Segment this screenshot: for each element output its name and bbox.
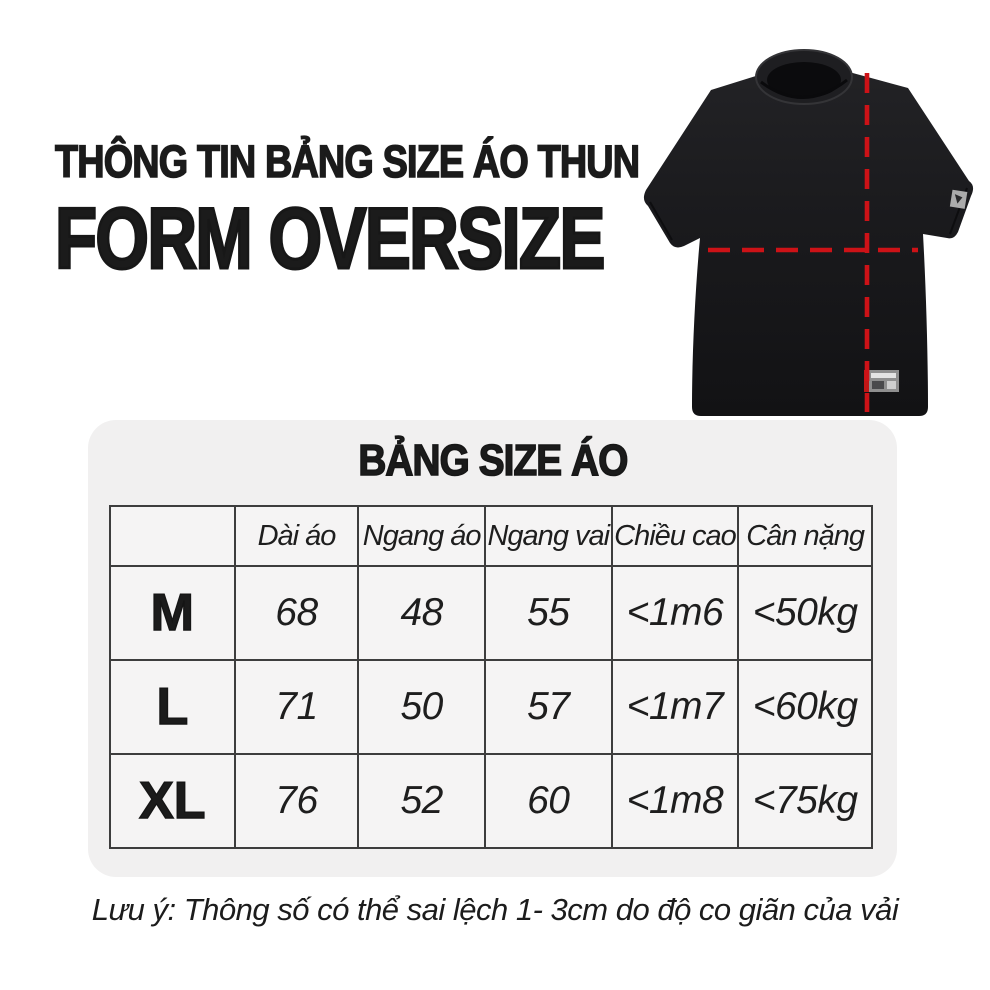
size-table (109, 505, 873, 849)
size-label: XL (110, 754, 235, 848)
size-value: <1m7 (612, 660, 739, 754)
header (55, 132, 675, 287)
size-value: 68 (235, 566, 359, 660)
size-value: <75kg (738, 754, 872, 848)
size-value: 76 (235, 754, 359, 848)
column-header-ngang-ao: Ngang áo (358, 506, 485, 566)
sleeve-tag (950, 190, 967, 209)
column-header-ngang-vai: Ngang vai (485, 506, 612, 566)
tshirt-body (644, 60, 973, 416)
column-header-chieu-cao: Chiều cao (612, 506, 739, 566)
size-panel (88, 420, 897, 877)
size-label: L (110, 660, 235, 754)
disclaimer-note: Lưu ý: Thông số có thể sai lệch 1- 3cm do độ co giãn của vải (91, 892, 899, 927)
column-header-can-nang: Cân nặng (738, 506, 872, 566)
size-value: <1m6 (612, 566, 739, 660)
table-row-xl (110, 754, 872, 848)
header-subtitle: THÔNG TIN BẢNG SIZE ÁO THUN (55, 136, 640, 187)
column-header-blank (110, 506, 235, 566)
table-row-m (110, 566, 872, 660)
table-row-l (110, 660, 872, 754)
size-value: <60kg (738, 660, 872, 754)
header-title: FORM OVERSIZE (55, 191, 604, 287)
size-value: 48 (358, 566, 485, 660)
size-value: 50 (358, 660, 485, 754)
size-value: 57 (485, 660, 612, 754)
size-value: <1m8 (612, 754, 739, 848)
size-label: M (110, 566, 235, 660)
tshirt-illustration (630, 30, 985, 425)
table-header-row (110, 506, 872, 566)
size-value: 60 (485, 754, 612, 848)
size-table-title: BẢNG SIZE ÁO (357, 436, 628, 485)
size-value: <50kg (738, 566, 872, 660)
column-header-dai-ao: Dài áo (235, 506, 359, 566)
size-value: 52 (358, 754, 485, 848)
size-value: 55 (485, 566, 612, 660)
size-value: 71 (235, 660, 359, 754)
